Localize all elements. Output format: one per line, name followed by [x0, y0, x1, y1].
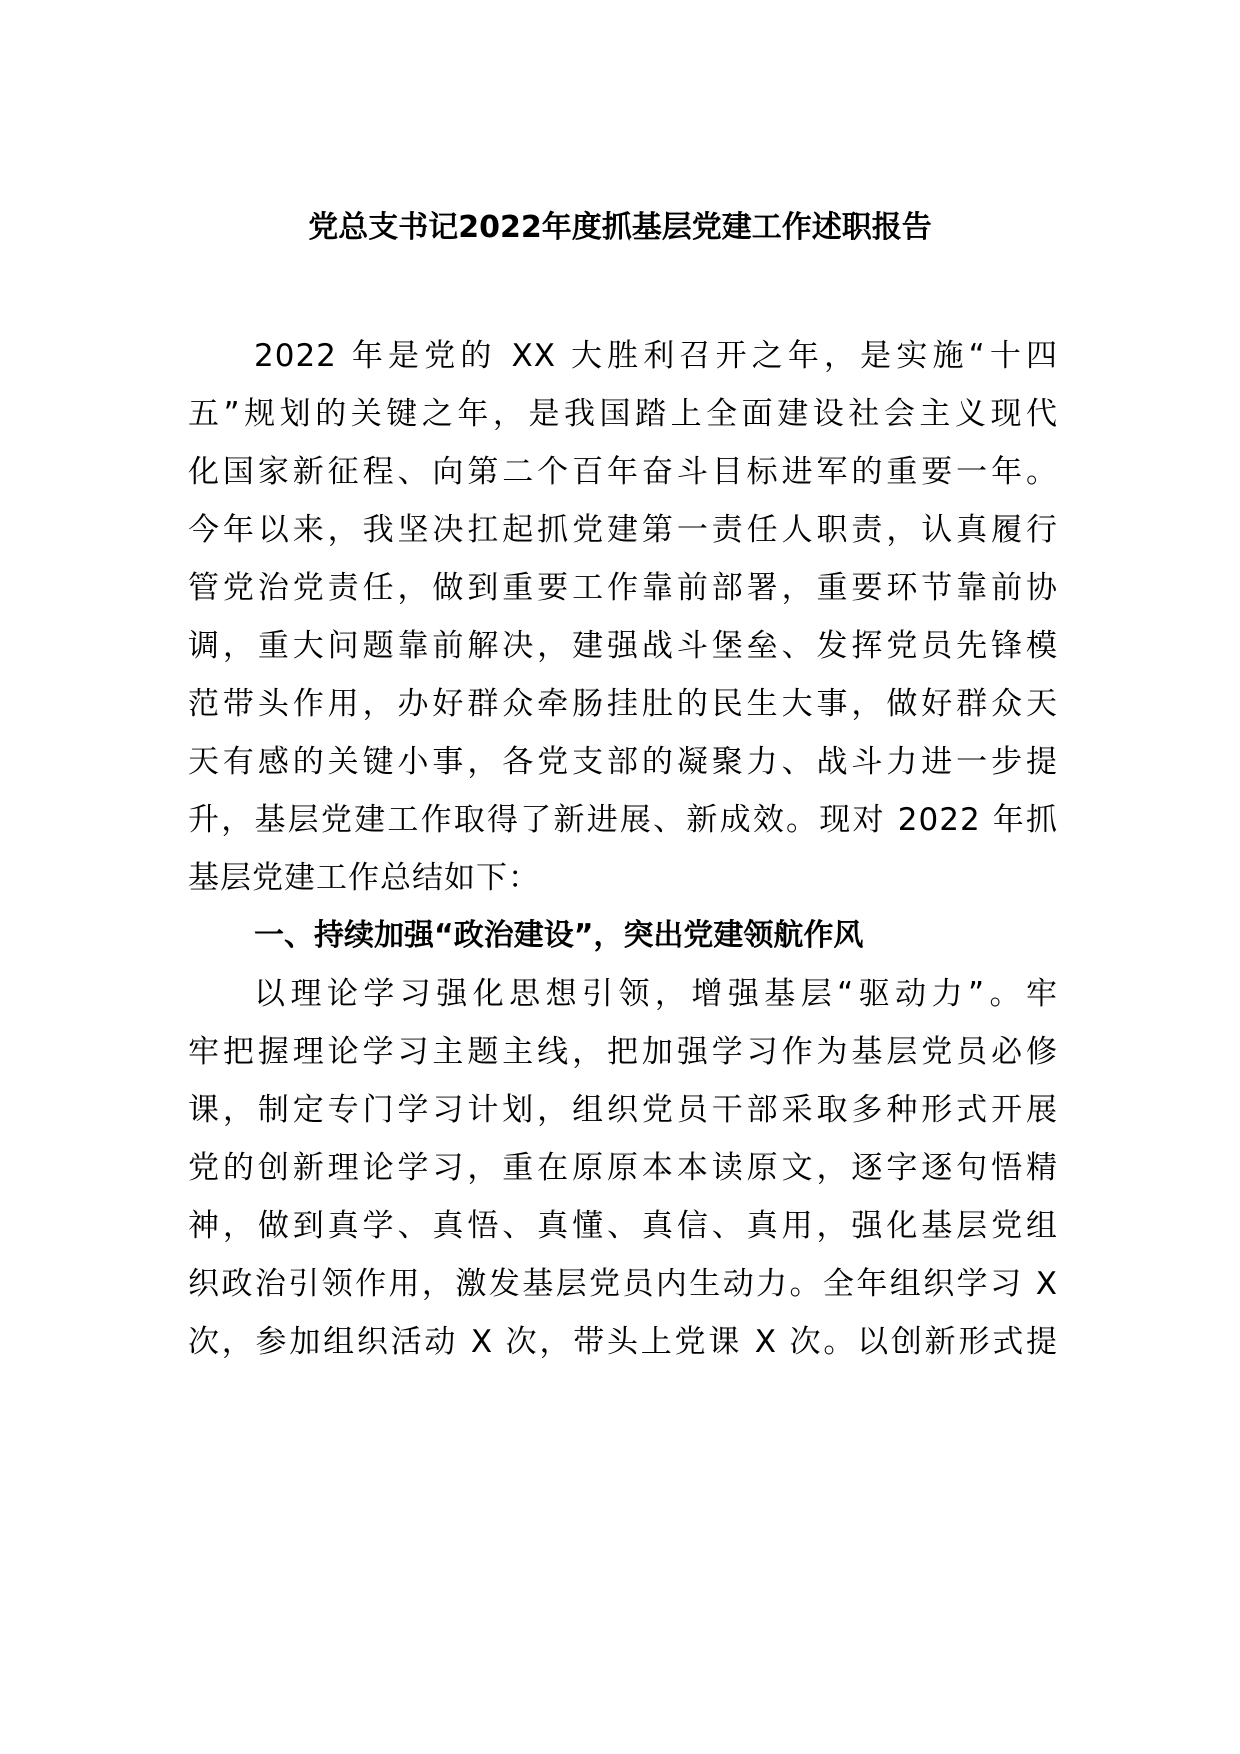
paragraph-line: 今年以来，我坚决扛起抓党建第一责任人职责，认真履行: [188, 512, 1058, 548]
paragraph-line: 天有感的关键小事，各党支部的凝聚力、战斗力进一步提: [188, 744, 1058, 780]
paragraph-line: 范带头作用，办好群众牵肠挂肚的民生大事，做好群众天: [188, 686, 1058, 722]
paragraph-line: 五”规划的关键之年，是我国踏上全面建设社会主义现代: [188, 396, 1058, 432]
paragraph-line: 2022 年是党的 XX 大胜利召开之年，是实施“十四: [254, 338, 1058, 374]
paragraph-line: 化国家新征程、向第二个百年奋斗目标进军的重要一年。: [188, 454, 1058, 490]
paragraph-line: 课，制定专门学习计划，组织党员干部采取多种形式开展: [188, 1092, 1058, 1128]
document-title: 党总支书记2022年度抓基层党建工作述职报告: [308, 210, 932, 245]
paragraph-line: 以理论学习强化思想引领，增强基层“驱动力”。牢: [254, 976, 1058, 1012]
paragraph-line: 管党治党责任，做到重要工作靠前部署，重要环节靠前协: [188, 570, 1058, 606]
section-heading: 一、持续加强“政治建设”，突出党建领航作风: [254, 918, 864, 953]
paragraph-line: 党的创新理论学习，重在原原本本读原文，逐字逐句悟精: [188, 1150, 1058, 1186]
paragraph-line: 织政治引领作用，激发基层党员内生动力。全年组织学习 X: [188, 1266, 1058, 1302]
paragraph-line: 基层党建工作总结如下：: [188, 860, 540, 896]
paragraph-line: 调，重大问题靠前解决，建强战斗堡垒、发挥党员先锋模: [188, 628, 1058, 664]
paragraph-line: 神，做到真学、真悟、真懂、真信、真用，强化基层党组: [188, 1208, 1058, 1244]
paragraph-line: 次，参加组织活动 X 次，带头上党课 X 次。以创新形式提: [188, 1324, 1058, 1360]
paragraph-line: 升，基层党建工作取得了新进展、新成效。现对 2022 年抓: [188, 802, 1058, 838]
paragraph-line: 牢把握理论学习主题主线，把加强学习作为基层党员必修: [188, 1034, 1058, 1070]
